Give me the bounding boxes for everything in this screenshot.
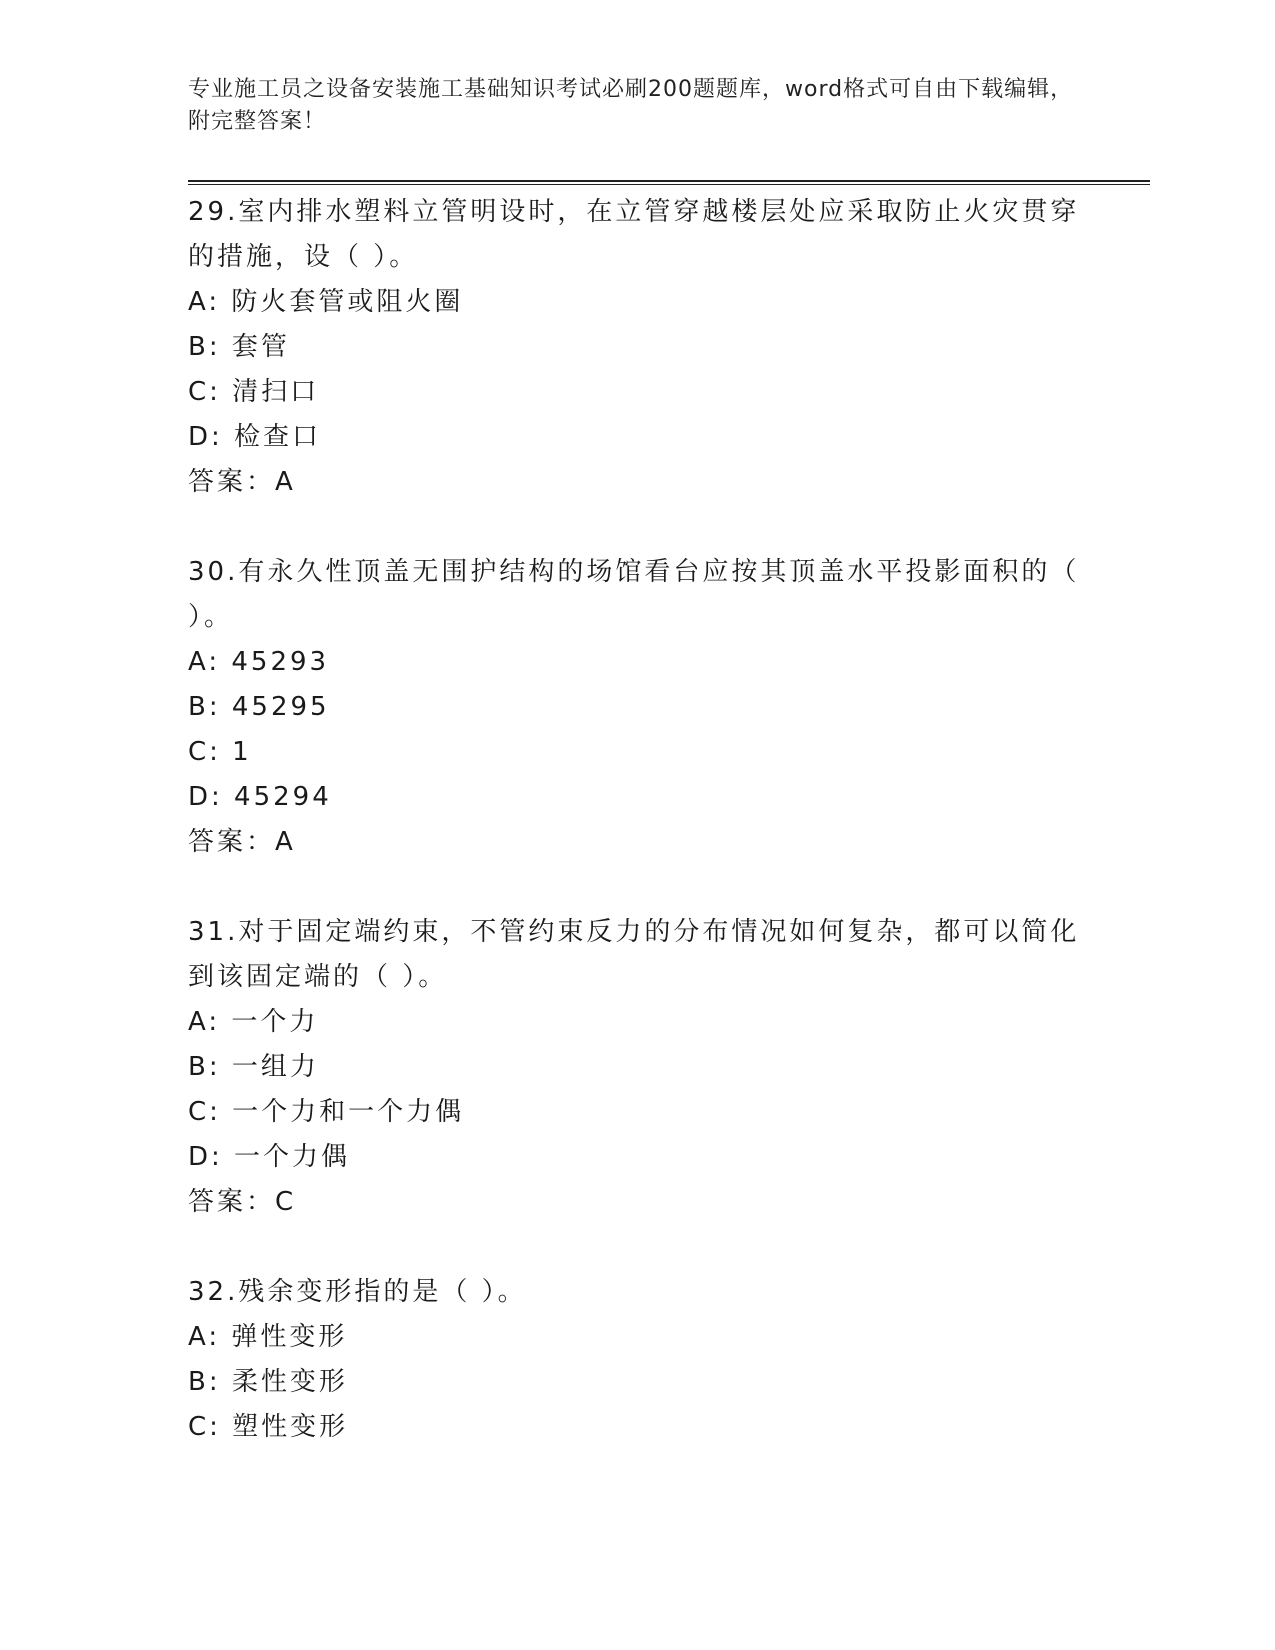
- option-b: B: 一组力: [188, 1052, 319, 1082]
- question-text: 31.对于固定端约束，不管约束反力的分布情况如何复杂，都可以简化到该固定端的（ ）。: [188, 917, 1080, 992]
- question-31: [188, 910, 1088, 1225]
- option-c: C: 清扫口: [188, 377, 320, 407]
- option-c: C: 1: [188, 737, 252, 767]
- option-b: B: 套管: [188, 332, 290, 362]
- question-30: [188, 550, 1091, 865]
- option-a: A: 弹性变形: [188, 1322, 348, 1352]
- spacer: [188, 865, 1088, 910]
- option-a: A: 一个力: [188, 1007, 319, 1037]
- question-text: 32.残余变形指的是（ ）。: [188, 1277, 527, 1307]
- answer: 答案：A: [188, 827, 296, 857]
- question-text: 29.室内排水塑料立管明设时，在立管穿越楼层处应采取防止火灾贯穿的措施，设（ ）。: [188, 197, 1080, 272]
- option-a: A: 防火套管或阻火圈: [188, 287, 464, 317]
- option-a: A: 45293: [188, 647, 330, 677]
- spacer: [188, 505, 1088, 550]
- question-29: [188, 190, 1088, 505]
- option-d: D: 检查口: [188, 422, 322, 452]
- option-d: D: 45294: [188, 782, 332, 812]
- question-text: 30.有永久性顶盖无围护结构的场馆看台应按其顶盖水平投影面积的（ ）。: [188, 557, 1091, 632]
- spacer: [188, 1225, 1088, 1270]
- option-c: C: 一个力和一个力偶: [188, 1097, 465, 1127]
- header-divider-thin: [188, 184, 1150, 185]
- option-c: C: 塑性变形: [188, 1412, 349, 1442]
- option-b: B: 45295: [188, 692, 330, 722]
- answer: 答案：A: [188, 467, 296, 497]
- header-divider-thick: [188, 180, 1150, 182]
- question-list: [188, 190, 1091, 1450]
- option-d: D: 一个力偶: [188, 1142, 351, 1172]
- option-b: B: 柔性变形: [188, 1367, 348, 1397]
- document-header: 专业施工员之设备安装施工基础知识考试必刷200题题库，word格式可自由下载编辑，附完整答案！: [188, 77, 1074, 134]
- question-32: [188, 1270, 1088, 1450]
- answer: 答案：C: [188, 1187, 297, 1217]
